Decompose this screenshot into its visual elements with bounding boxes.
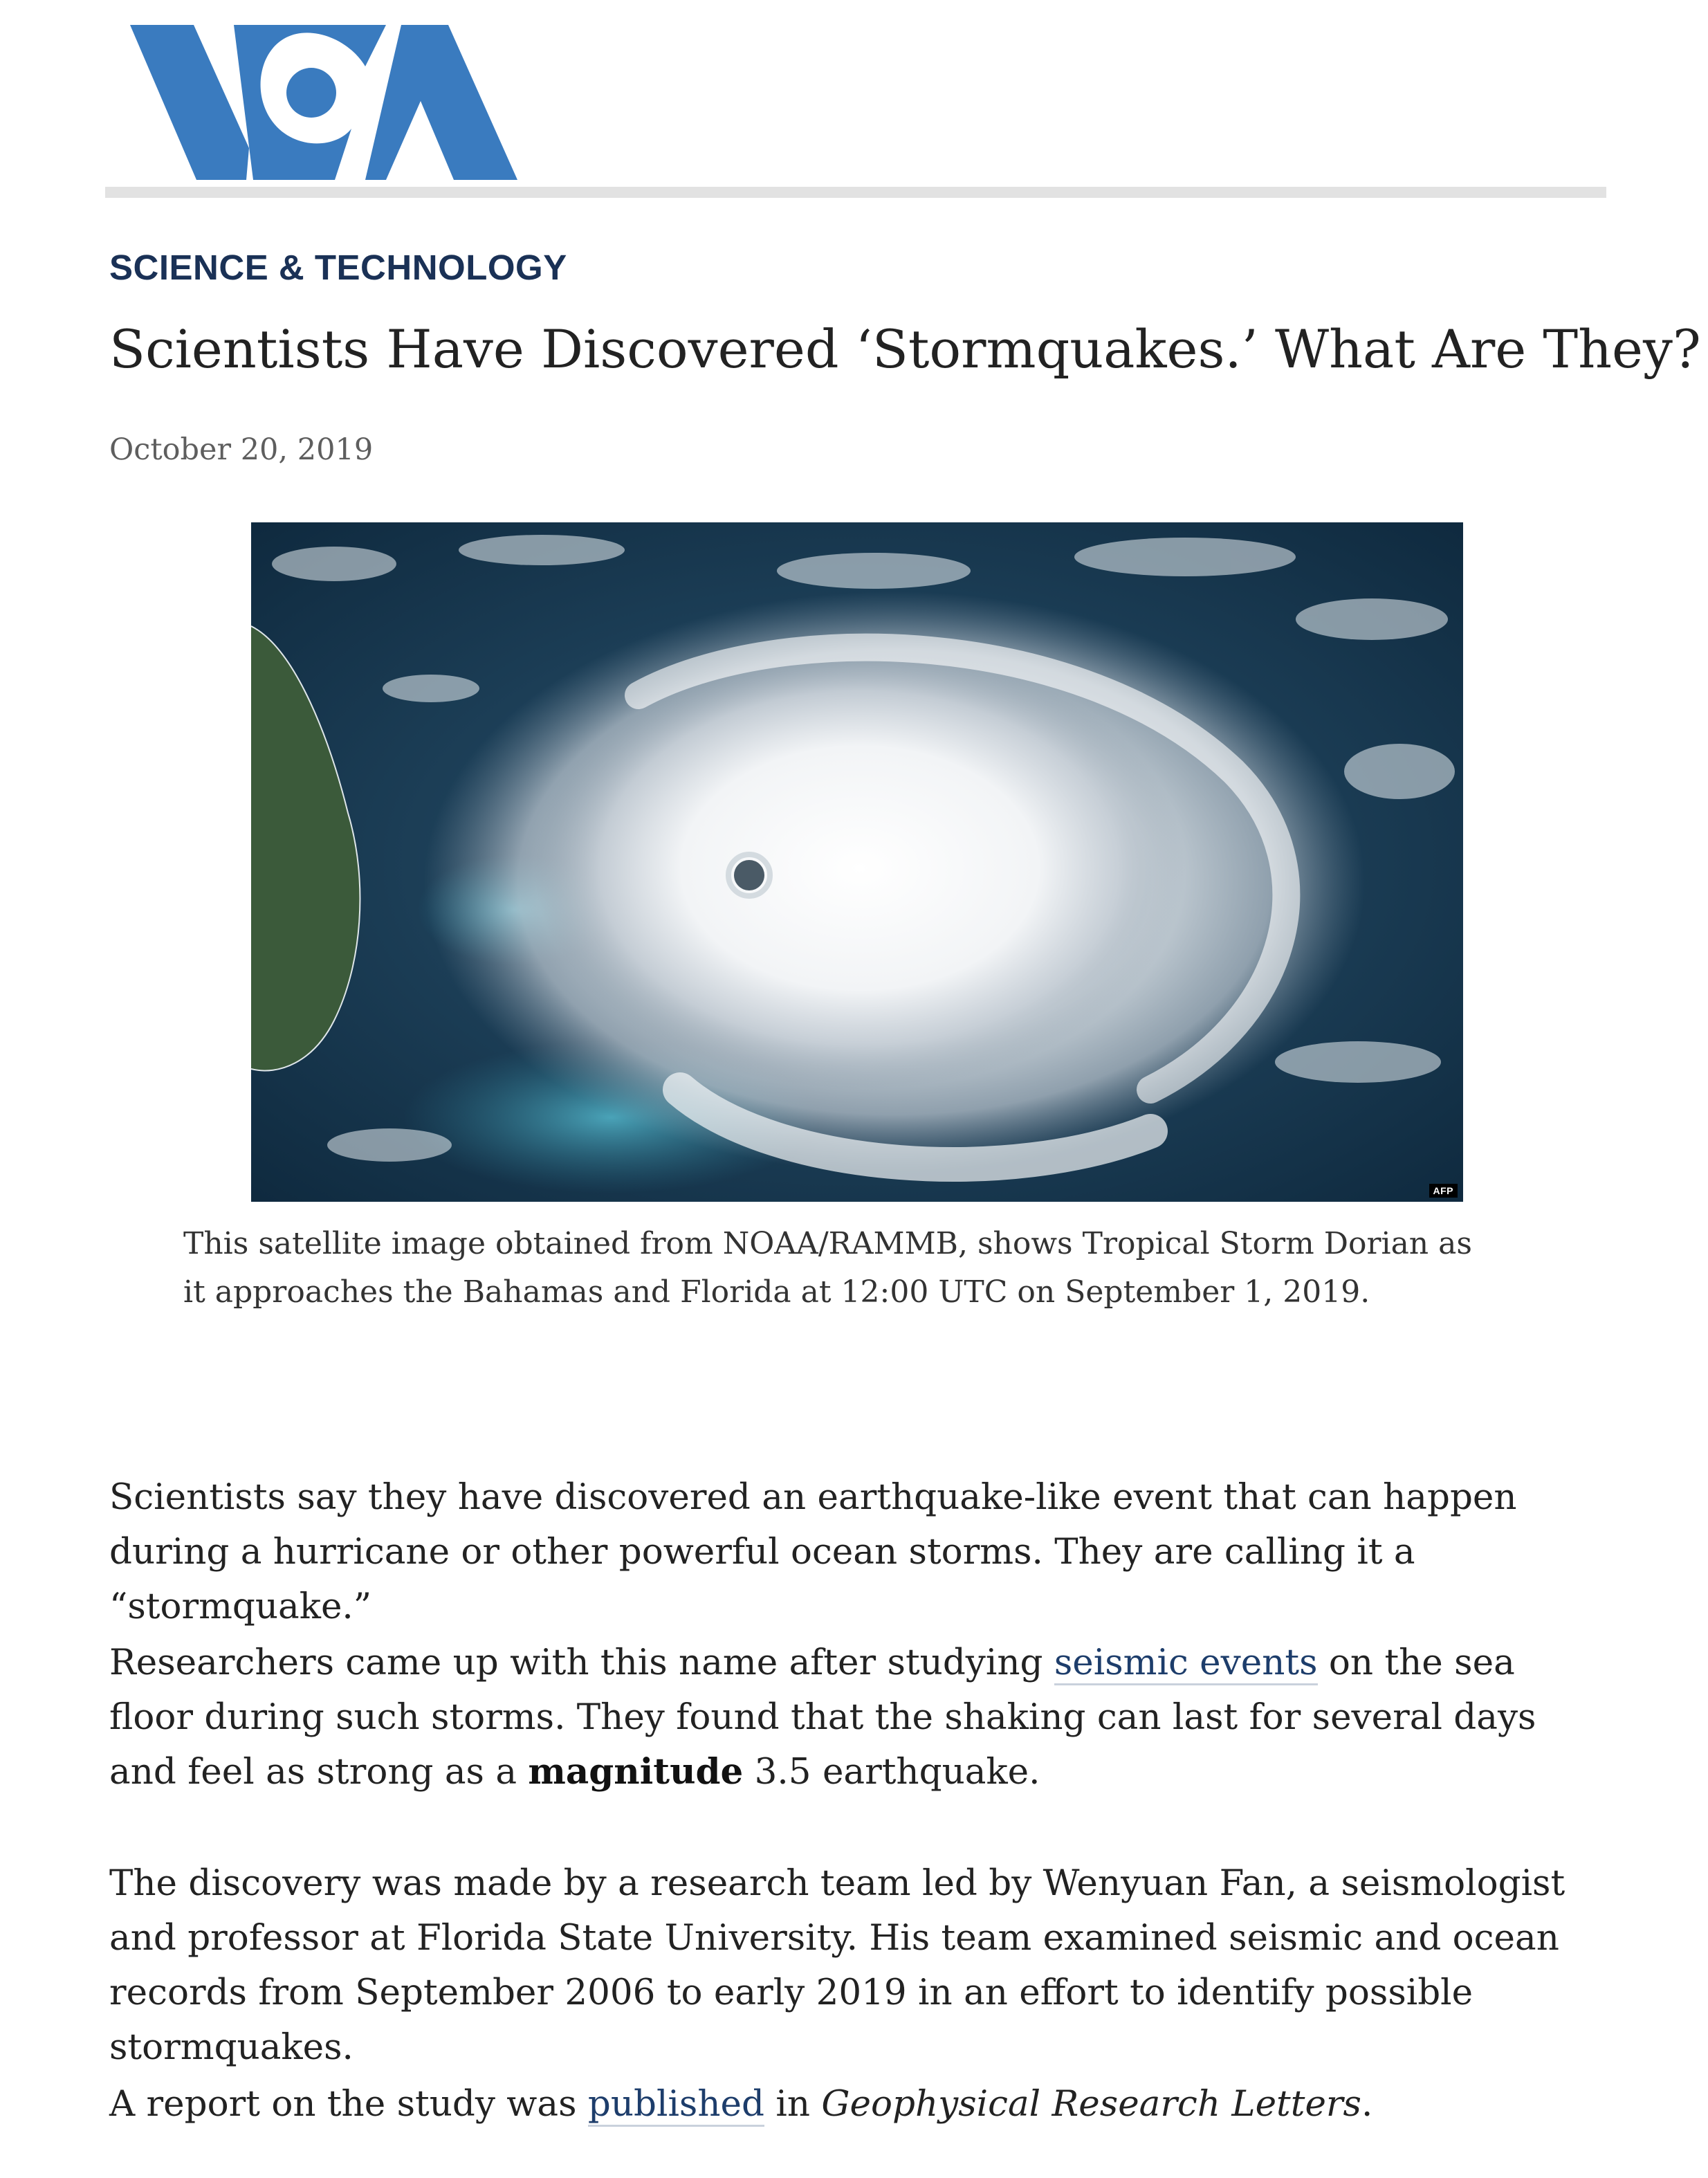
paragraph-4 — [109, 2077, 1604, 2132]
journal-name: Geophysical Research Letters — [821, 2083, 1361, 2125]
article-date: October 20, 2019 — [109, 432, 374, 467]
paragraph-2 — [109, 1636, 1604, 1800]
logo-letter-a — [365, 25, 517, 180]
logo-dot — [286, 68, 336, 118]
paragraph-2-text — [109, 1636, 1604, 1800]
paragraph-4-middle: in — [764, 2083, 822, 2125]
logo-letter-v — [130, 25, 249, 180]
published-link[interactable]: published — [588, 2083, 764, 2127]
hurricane-body — [535, 647, 1185, 1090]
paragraph-3 — [109, 1856, 1604, 2075]
paragraph-3-text: The discovery was made by a research team led by Wenyuan Fan, a seismologist and professor at Florida State University. His team examined seismic and ocean records from September 2006 to early 2019 in an effort to identify possible stormquakes. — [109, 1863, 1565, 2068]
hurricane-eye — [734, 860, 764, 890]
seismic-events-link[interactable]: seismic events — [1054, 1642, 1318, 1685]
voa-logo-mark — [130, 25, 517, 180]
paragraph-4-text — [109, 2077, 1604, 2132]
paragraph-4-end: . — [1361, 2083, 1373, 2125]
voa-logo[interactable] — [130, 25, 517, 180]
section-label[interactable]: SCIENCE & TECHNOLOGY — [109, 248, 567, 287]
hurricane-satellite-image[interactable] — [251, 522, 1463, 1202]
vocab-word-magnitude: magnitude — [528, 1751, 744, 1793]
header-divider — [105, 187, 1606, 198]
paragraph-1-text: Scientists say they have discovered an earthquake-like event that can happen during a hurricane or other powerful ocean storms. They are calling it a “stormquake.” — [109, 1476, 1517, 1627]
paragraph-4-start: A report on the study was — [109, 2083, 588, 2125]
image-caption: This satellite image obtained from NOAA/RAMMB, shows Tropical Storm Dorian as it approaches the Bahamas and Florida at 12:00 UTC on September 1, 2019. — [183, 1226, 1472, 1310]
article-title: Scientists Have Discovered ‘Stormquakes.’ What Are They? — [109, 318, 1701, 380]
paragraph-2-middle: on the sea floor during such storms. They found that the shaking can last for several days and feel as strong as a — [109, 1642, 1536, 1793]
paragraph-2-start: Researchers came up with this name after studying — [109, 1642, 1054, 1683]
photo-credit: AFP — [1429, 1184, 1458, 1198]
paragraph-1 — [109, 1470, 1604, 1634]
paragraph-2-end: 3.5 earthquake. — [743, 1751, 1040, 1793]
satellite-image-drawing — [251, 522, 1463, 1202]
